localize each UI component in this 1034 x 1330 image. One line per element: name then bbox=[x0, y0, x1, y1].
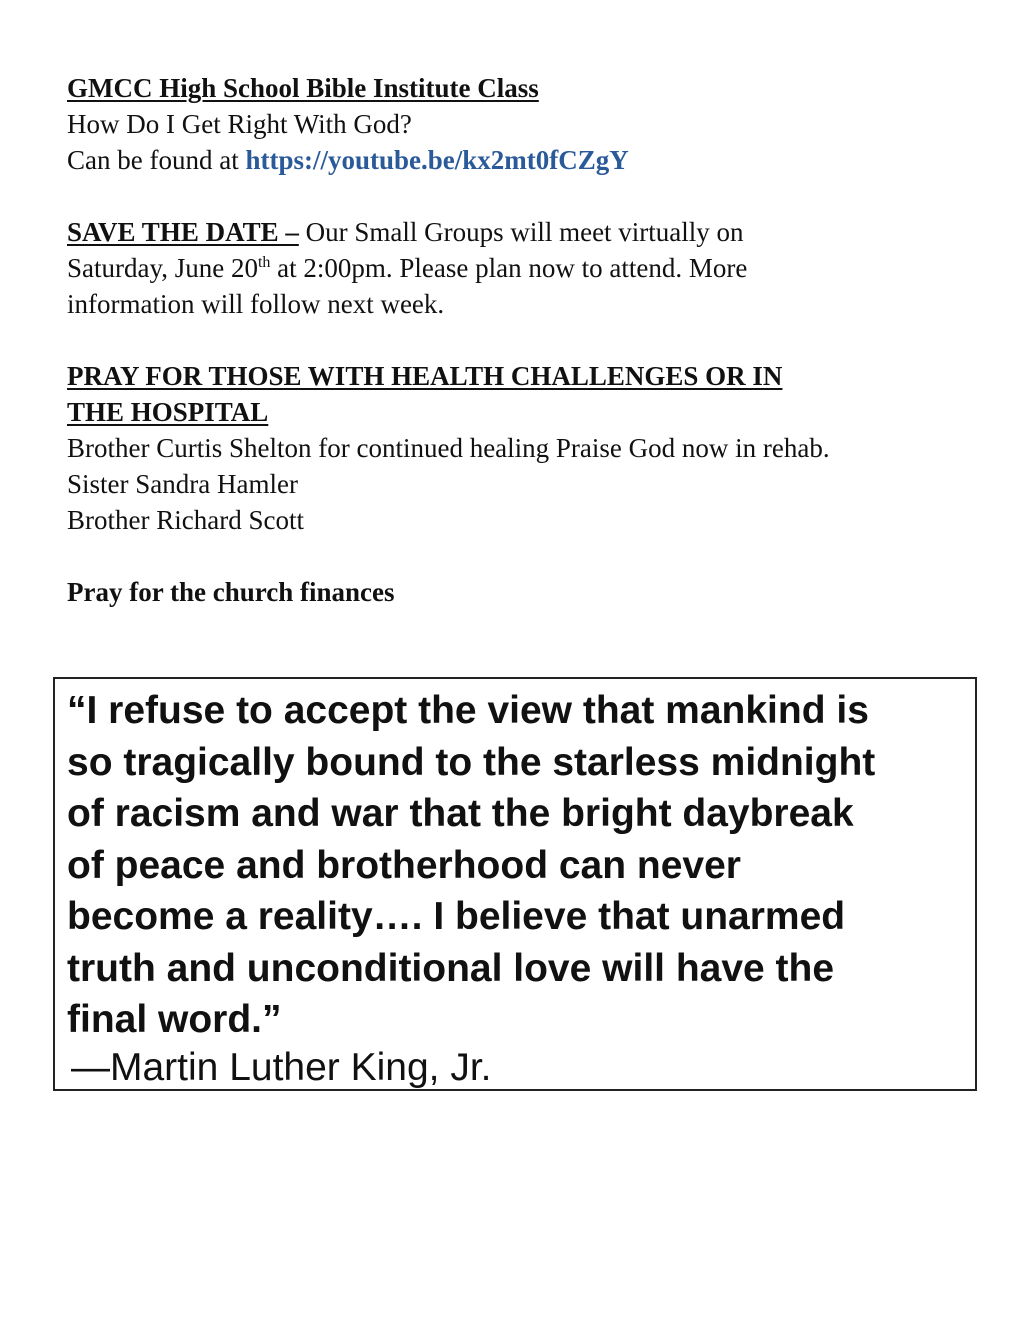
prayer-section bbox=[67, 358, 987, 538]
quote-text bbox=[67, 685, 967, 1046]
quote-box bbox=[53, 677, 977, 1091]
spacer bbox=[67, 538, 987, 574]
save-the-date-text-2b: at 2:00pm. Please plan now to attend. More bbox=[270, 253, 748, 283]
prayer-name: Brother Curtis Shelton for continued healing Praise God now in rehab. bbox=[67, 433, 830, 463]
save-the-date-line-3: information will follow next week. bbox=[67, 289, 445, 319]
spacer bbox=[67, 178, 987, 214]
save-the-date-heading: SAVE THE DATE – bbox=[67, 217, 299, 247]
spacer bbox=[67, 322, 987, 358]
bible-class-subtitle: How Do I Get Right With God? bbox=[67, 109, 412, 139]
quote-line: final word.” bbox=[67, 998, 282, 1041]
bible-class-link-prefix: Can be found at bbox=[67, 145, 246, 175]
youtube-link[interactable]: https://youtube.be/kx2mt0fCZgY bbox=[245, 145, 629, 175]
prayer-name: Brother Richard Scott bbox=[67, 505, 304, 535]
bible-class-link-line bbox=[67, 142, 987, 178]
quote-line: so tragically bound to the starless midnight bbox=[67, 740, 876, 784]
save-the-date-ordinal: th bbox=[257, 254, 271, 271]
quote-line: of racism and war that the bright daybreak bbox=[67, 792, 854, 835]
quote-line: become a reality…. I believe that unarmed bbox=[67, 895, 846, 938]
save-the-date-section bbox=[67, 214, 987, 322]
save-the-date-line-1 bbox=[67, 214, 987, 250]
prayer-heading-line-2: THE HOSPITAL bbox=[67, 397, 269, 427]
prayer-heading-line-1: PRAY FOR THOSE WITH HEALTH CHALLENGES OR IN bbox=[67, 361, 783, 391]
bible-class-section bbox=[67, 70, 987, 178]
bulletin-page bbox=[67, 70, 987, 610]
save-the-date-line-2 bbox=[67, 250, 987, 286]
prayer-name: Sister Sandra Hamler bbox=[67, 469, 298, 499]
quote-line: truth and unconditional love will have the bbox=[67, 946, 835, 990]
save-the-date-text-1: Our Small Groups will meet virtually on bbox=[298, 217, 744, 247]
church-finances-prayer: Pray for the church finances bbox=[67, 577, 395, 607]
bible-class-heading: GMCC High School Bible Institute Class bbox=[67, 73, 539, 103]
quote-line: of peace and brotherhood can never bbox=[67, 843, 741, 887]
quote-line: “I refuse to accept the view that mankind is bbox=[67, 689, 869, 732]
quote-author: —Martin Luther King, Jr. bbox=[71, 1046, 492, 1089]
save-the-date-text-2a: Saturday, June 20 bbox=[67, 253, 258, 283]
